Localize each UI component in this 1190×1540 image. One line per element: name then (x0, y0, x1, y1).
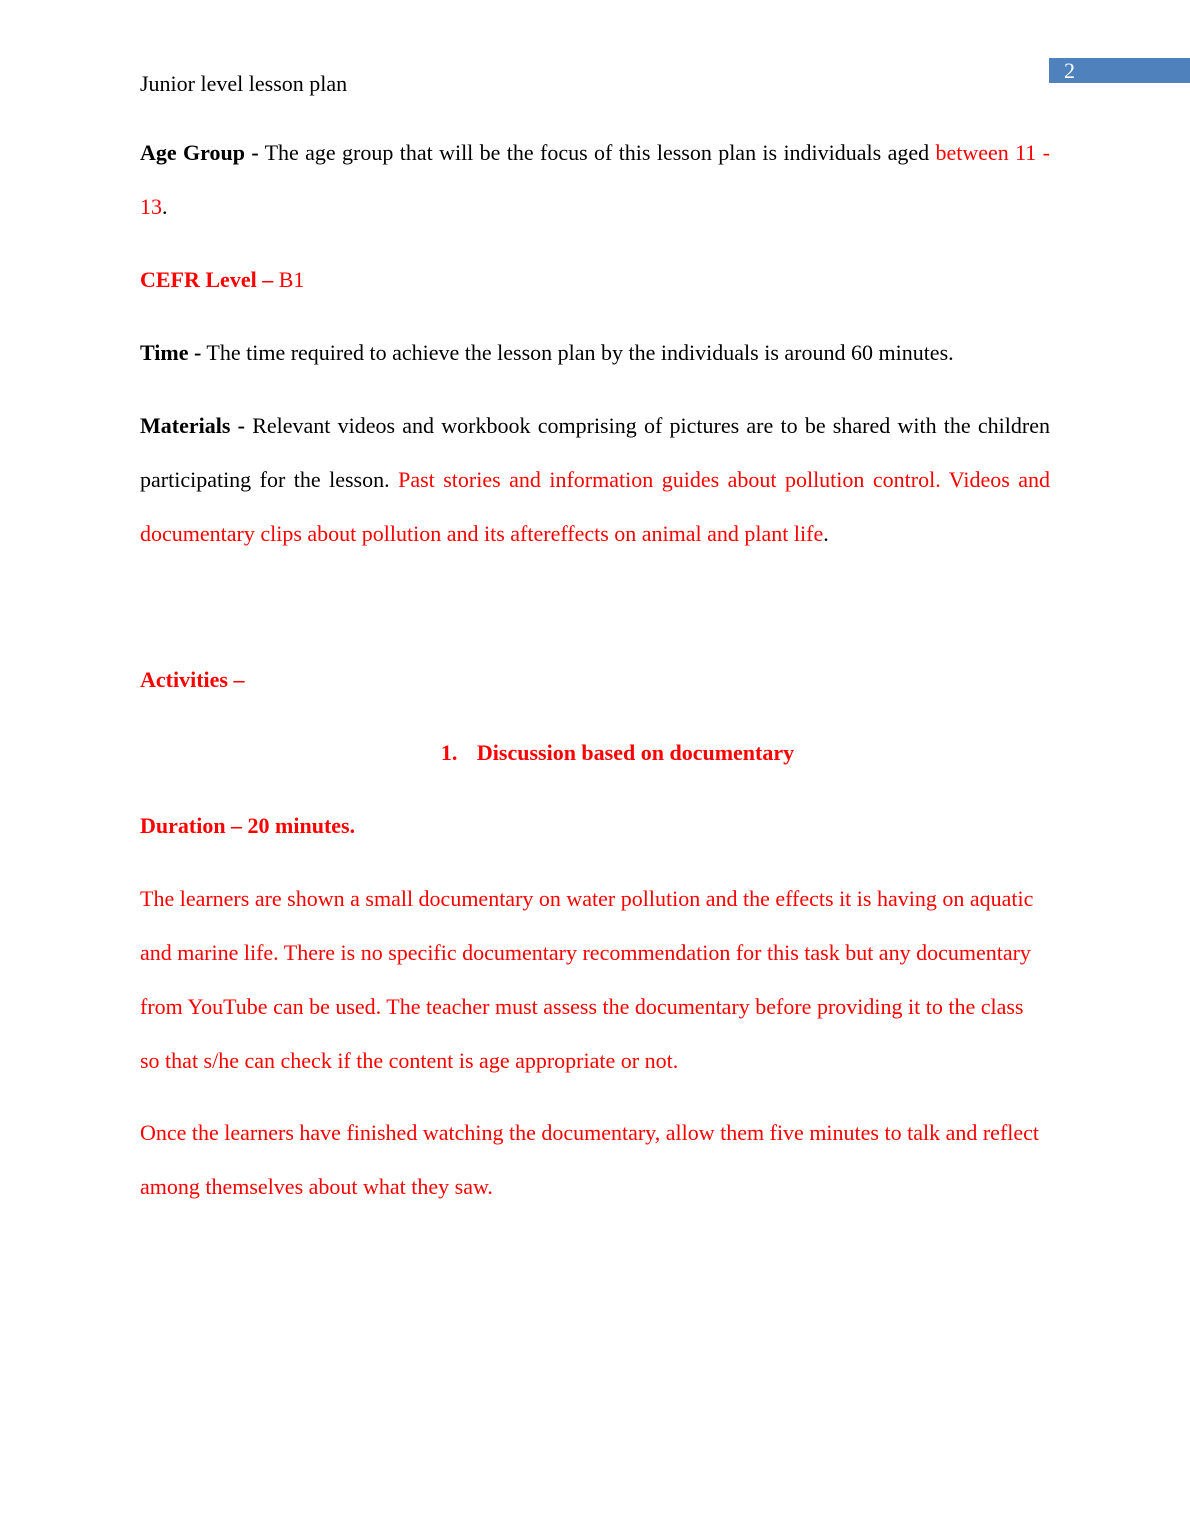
activity-item-label: Discussion based on documentary (476, 740, 795, 765)
page-number: 2 (1064, 58, 1075, 83)
time-label: Time - (140, 340, 202, 365)
materials-text: Relevant videos and workbook comprising of pictures are to be shared with the children participating for the lesson. (140, 413, 1050, 492)
age-group-end: . (162, 194, 168, 219)
time-text: The time required to achieve the lesson plan by the individuals is around 60 minutes. (201, 340, 954, 365)
activity-item-number: 1. (440, 740, 458, 765)
materials-label: Materials - (140, 413, 245, 438)
materials-end: . (823, 521, 829, 546)
age-group-label: Age Group - (140, 140, 259, 165)
activity-paragraph-1: The learners are shown a small documentary on water pollution and the effects it is having on aquatic and marine life. There is no specific documentary recommendation for this task but any documentary from YouTube can be used. The teacher must assess the documentary before providing it to the class so that s/he can check if the content is age appropriate or not. (140, 886, 1034, 1073)
age-group-text: The age group that will be the focus of this lesson plan is individuals aged (258, 140, 936, 165)
header-title: Junior level lesson plan (140, 71, 348, 96)
age-group-range: between 11 - 13 (140, 140, 1050, 219)
cefr-paragraph (140, 253, 1050, 307)
duration-line: Duration – 20 minutes. (140, 813, 356, 838)
activities-heading: Activities – (140, 667, 245, 692)
materials-highlight: Past stories and information guides about pollution control. Videos and documentary clips about pollution and its aftereffects on animal and plant life (140, 467, 1050, 546)
page-number-box (1049, 58, 1190, 83)
age-group-paragraph (140, 126, 1050, 234)
activity-item-title (185, 726, 1050, 780)
cefr-label: CEFR Level – (140, 267, 274, 292)
materials-paragraph (140, 399, 1050, 561)
time-paragraph (140, 326, 1050, 380)
cefr-value: B1 (273, 267, 305, 292)
activity-paragraph-2: Once the learners have finished watching the documentary, allow them five minutes to talk and reflect among themselves about what they saw. (140, 1120, 1040, 1199)
